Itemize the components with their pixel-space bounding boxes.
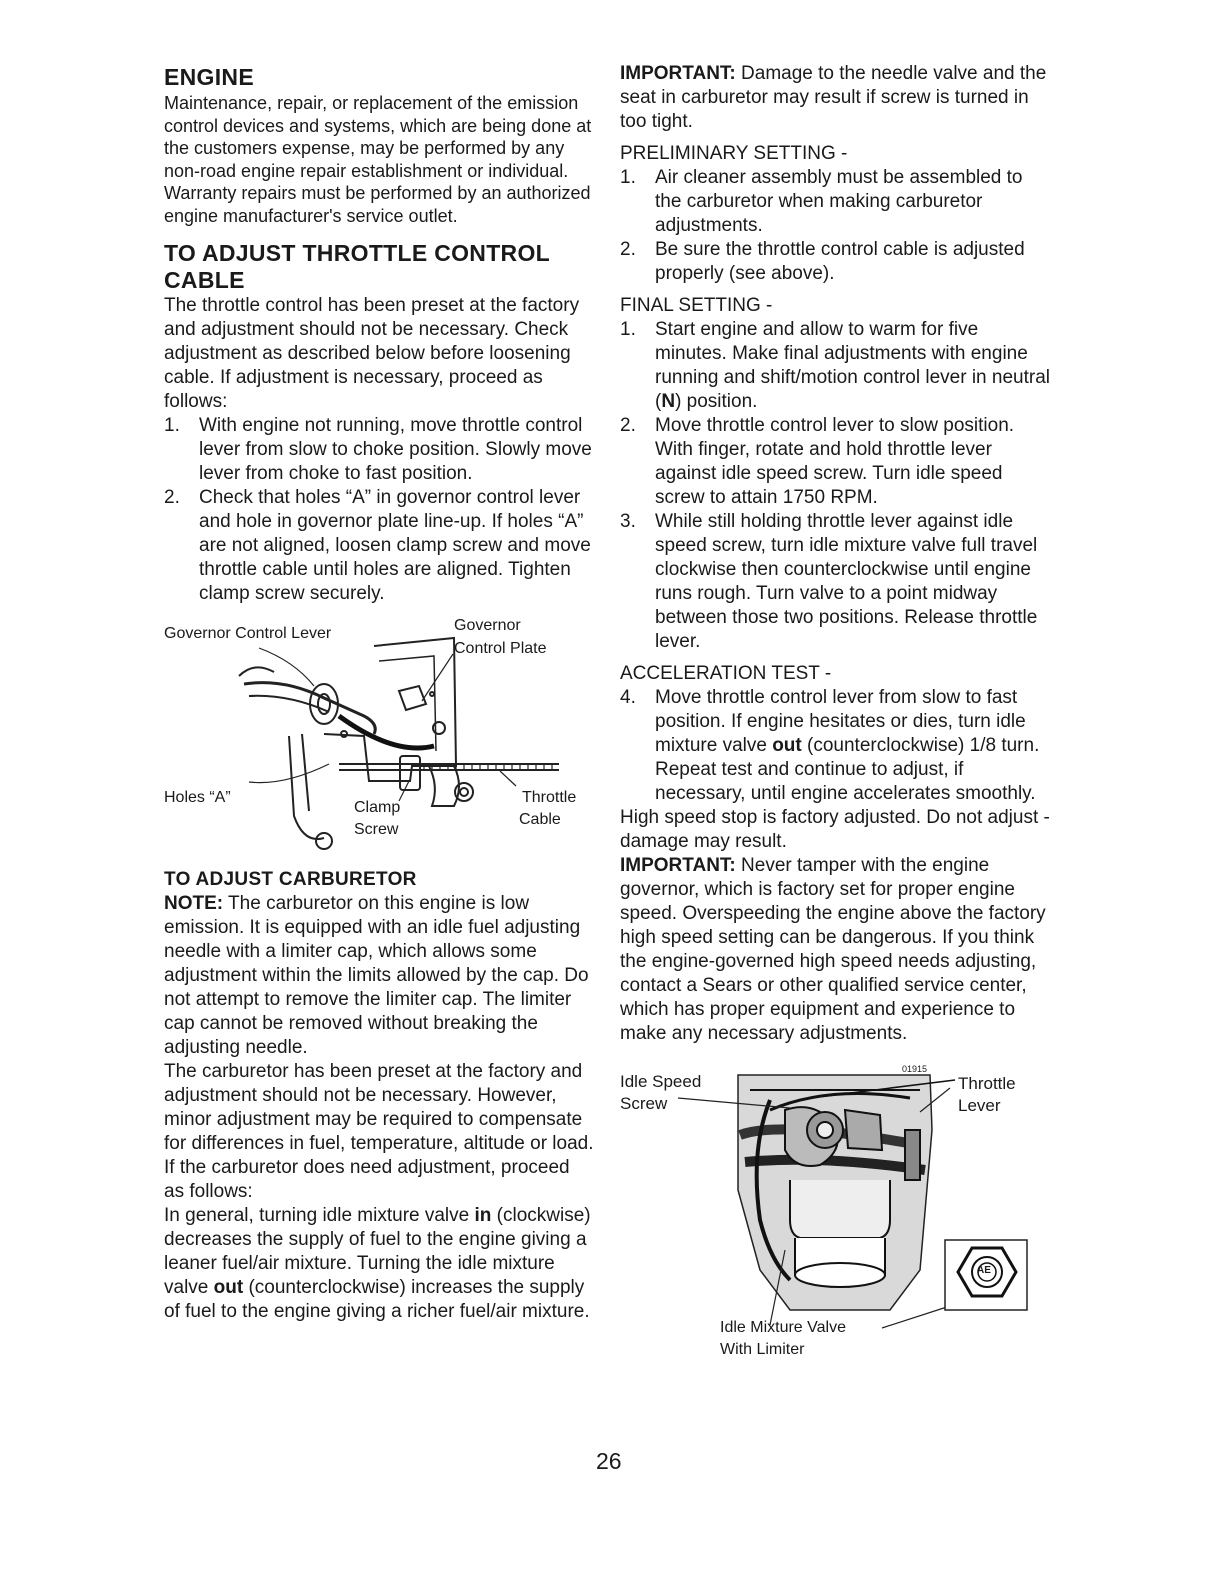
governor-control-plate-label-2: Control Plate xyxy=(454,639,547,657)
throttle-cable-label-1: Throttle xyxy=(522,788,577,806)
throttle-lever-label-2: Lever xyxy=(958,1096,1001,1115)
list-item: 2. Check that holes “A” in governor control lever and hole in governor plate line-up. If holes “A” are not aligned, loosen clamp screw and move throttle cable until holes are aligned. Tighten clamp screw securely. xyxy=(164,486,591,604)
ae-badge: AE xyxy=(977,1265,991,1276)
list-item: 1. Start engine and allow to warm for five minutes. Make final adjustments with engine running and shift/motion control lever in neutral (N) position. xyxy=(620,319,1051,412)
throttle-heading: TO ADJUST THROTTLE CONTROL CABLE xyxy=(164,239,550,293)
list-item: 2. Move throttle control lever to slow position. With finger, rotate and hold throttle lever against idle speed screw. Turn idle speed screw to attain 1750 RPM. xyxy=(620,415,1015,508)
throttle-intro: The throttle control has been preset at the factory and adjustment should not be necessary. Check adjustment as described below before loosening cable. If adjustment is necessary, proceed as follows: xyxy=(164,294,580,412)
acceleration-steps xyxy=(620,686,1052,806)
governor-control-plate-label-1: Governor xyxy=(454,616,521,634)
governor-control-lever-label: Governor Control Lever xyxy=(164,624,332,642)
page-number: 26 xyxy=(596,1448,622,1474)
clamp-screw-label-1: Clamp xyxy=(354,798,401,816)
governor-figure xyxy=(164,616,594,862)
list-item: 4. Move throttle control lever from slow to fast position. If engine hesitates or dies, turn idle mixture valve out (counterclockwise) 1/8 turn. Repeat test and continue to adjust, if necessary, until engine accelerates smoothly. xyxy=(620,687,1040,804)
important-note-2: IMPORTANT: Never tamper with the engine governor, which is factory set for proper engine speed. Overspeeding the engine above the factory high speed setting can be dangerous. If you think the engine-governed high speed needs adjusting, contact a Sears or other qualified service center, which has proper equipment and experience to make any necessary adjustments. xyxy=(620,855,1046,1044)
throttle-cable-label-2: Cable xyxy=(519,810,561,828)
list-item: 2. Be sure the throttle control cable is adjusted properly (see above). xyxy=(620,239,1025,284)
throttle-steps xyxy=(164,414,594,606)
acceleration-heading: ACCELERATION TEST - xyxy=(620,663,832,684)
right-column xyxy=(620,62,1052,1358)
clamp-screw-label-2: Screw xyxy=(354,820,399,838)
figure-code: 01915 xyxy=(902,1064,928,1074)
engine-paragraph: Maintenance, repair, or replacement of the emission control devices and systems, which are being done at the customers expense, may be performed by any non-road engine repair establishment or individual. Warranty repairs must be performed by an authorized engine manufacturer's service outlet. xyxy=(164,93,592,226)
final-steps xyxy=(620,318,1052,654)
list-item: 3. While still holding throttle lever against idle speed screw, turn idle mixture valve full travel clockwise then counterclockwise until engine runs rough. Turn valve to a point midway between those two positions. Release throttle lever. xyxy=(620,511,1038,652)
left-column xyxy=(164,62,594,1324)
idle-speed-label-1: Idle Speed xyxy=(620,1072,702,1091)
important-note-1: IMPORTANT: Damage to the needle valve and the seat in carburetor may result if screw is turned in too tight. xyxy=(620,63,1047,132)
preliminary-steps xyxy=(620,166,1052,286)
carburetor-figure xyxy=(620,1064,1052,1358)
idle-mixture-label-2: With Limiter xyxy=(720,1341,805,1358)
list-item: 1. With engine not running, move throttle control lever from slow to choke position. Slowly move lever from choke to fast position. xyxy=(164,414,592,484)
carburetor-paragraph-2: The carburetor has been preset at the factory and adjustment should not be necessary. However, minor adjustment may be required to compensate for differences in fuel, temperature, altitude or load. If the carburetor does need adjustment, proceed as follows: xyxy=(164,1060,594,1202)
idle-speed-label-2: Screw xyxy=(620,1094,668,1113)
note-paragraph: NOTE: The carburetor on this engine is low emission. It is equipped with an idle fuel adjusting needle with a limiter cap, which allows some adjustment within the limits allowed by the cap. Do not attempt to remove the limiter cap. The limiter cap cannot be removed without breaking the adjusting needle. xyxy=(164,892,589,1058)
idle-mixture-label-1: Idle Mixture Valve xyxy=(720,1319,846,1336)
throttle-lever-label-1: Throttle xyxy=(958,1074,1016,1093)
carburetor-heading: TO ADJUST CARBURETOR xyxy=(164,868,417,890)
list-item: 1. Air cleaner assembly must be assembled to the carburetor when making carburetor adjustments. xyxy=(620,167,1023,236)
preliminary-heading: PRELIMINARY SETTING - xyxy=(620,143,848,164)
final-heading: FINAL SETTING - xyxy=(620,295,773,316)
holes-a-label: Holes “A” xyxy=(164,788,231,806)
carburetor-paragraph-3: In general, turning idle mixture valve in (clockwise) decreases the supply of fuel to the engine giving a leaner fuel/air mixture. Turning the idle mixture valve out (counterclockwise) increases the supply of fuel to the engine giving a richer fuel/air mixture. xyxy=(164,1204,591,1322)
engine-heading: ENGINE xyxy=(164,64,254,90)
note-label: NOTE: xyxy=(164,892,224,914)
high-speed-note: High speed stop is factory adjusted. Do not adjust - damage may result. xyxy=(620,807,1050,852)
